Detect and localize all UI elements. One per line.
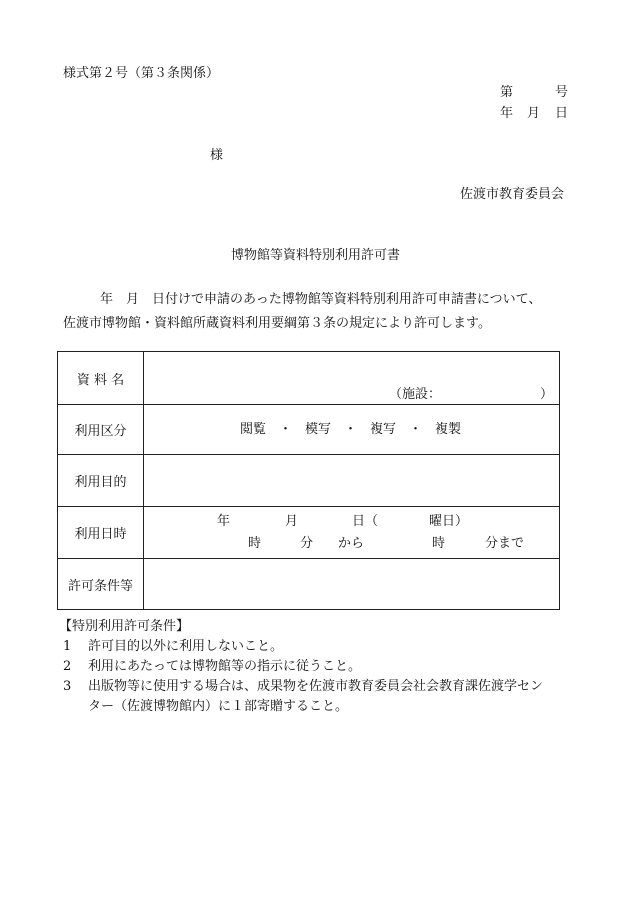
item-text: 出版物等に使用する場合は、成果物を佐渡市教育委員会社会教育課佐渡学セン [88, 679, 544, 694]
body-text-line-1: 年 月 日付けで申請のあった博物館等資料特別利用許可申請書について、 [100, 292, 542, 307]
usage-options: 閲覧 ・ 模写 ・ 複写 ・ 複製 [240, 422, 462, 437]
table-row-material [58, 352, 560, 405]
facility-label: （施設： [389, 387, 442, 402]
document-date [500, 106, 570, 122]
item-number: 1 [63, 639, 72, 654]
form-number-label: 様式第２号（第３条関係） [63, 66, 220, 81]
material-name-label: 資 料 名 [58, 352, 144, 405]
item-text: 許可目的以外に利用しないこと。 [88, 639, 284, 654]
purpose-label: 利用目的 [58, 455, 144, 507]
dt-minute-2: 分まで [485, 536, 525, 551]
number-prefix: 第 [500, 85, 514, 100]
item-text-continued: ター（佐渡博物館内）に１部寄贈すること。 [88, 699, 349, 714]
conditions-label: 許可条件等 [58, 559, 144, 610]
dt-month: 月 [285, 514, 299, 529]
document-title: 博物館等資料特別利用許可書 [231, 248, 401, 263]
conditions-heading: 【特別利用許可条件】 [59, 619, 190, 634]
dt-weekday: 曜日） [429, 514, 469, 529]
datetime-cell[interactable] [144, 507, 560, 559]
dt-from: から [338, 536, 365, 551]
dt-hour-1: 時 [248, 536, 262, 551]
item-number: 3 [63, 679, 72, 694]
usage-type-cell[interactable] [144, 405, 560, 455]
list-item [63, 677, 543, 717]
table-row-purpose [58, 455, 560, 507]
purpose-cell[interactable] [144, 455, 560, 507]
dt-day: 日（ [352, 514, 379, 529]
number-suffix: 号 [555, 85, 569, 100]
dt-hour-2: 時 [432, 536, 446, 551]
item-text: 利用にあたっては博物館等の指示に従うこと。 [88, 659, 362, 674]
facility-close: ） [540, 387, 554, 402]
usage-type-label: 利用区分 [58, 405, 144, 455]
date-day: 日 [555, 106, 569, 121]
permit-conditions [59, 617, 544, 717]
document-number [500, 85, 570, 101]
issuer-name: 佐渡市教育委員会 [460, 187, 565, 202]
material-name-cell[interactable] [144, 352, 560, 405]
date-month: 月 [527, 106, 541, 121]
date-year: 年 [500, 106, 514, 121]
permit-table [57, 351, 560, 610]
body-text-line-2: 佐渡市博物館・資料館所蔵資料利用要綱第３条の規定により許可します。 [63, 316, 491, 331]
conditions-cell[interactable] [144, 559, 560, 610]
recipient-suffix: 様 [210, 148, 224, 163]
datetime-label: 利用日時 [58, 507, 144, 559]
list-item [63, 657, 543, 677]
table-row-usage-type [58, 405, 560, 455]
dt-year: 年 [217, 514, 231, 529]
table-row-datetime [58, 507, 560, 559]
item-number: 2 [63, 659, 72, 674]
table-row-conditions [58, 559, 560, 610]
list-item [63, 637, 543, 657]
dt-minute-1: 分 [300, 536, 314, 551]
